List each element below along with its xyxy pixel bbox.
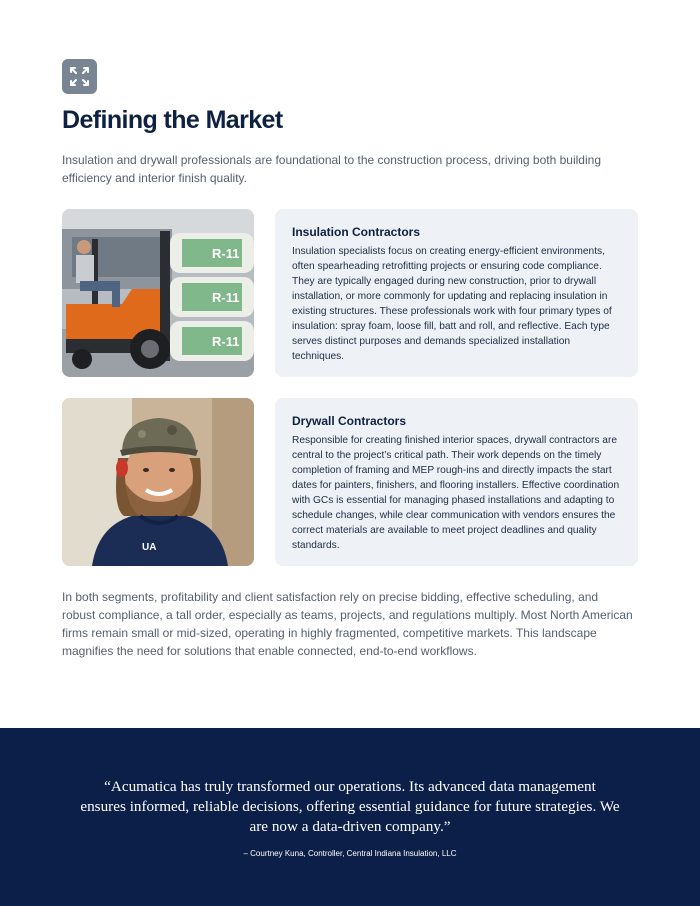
expand-arrows-icon bbox=[69, 66, 90, 87]
testimonial-quote: “Acumatica has truly transformed our operations. Its advanced data management ensures informed, reliable decisions, offering essential guidance for future strategies. We are now a data-driven company.” bbox=[80, 778, 620, 835]
svg-text:R-11: R-11 bbox=[212, 246, 240, 261]
testimonial-band bbox=[0, 728, 700, 906]
drywall-card bbox=[275, 398, 638, 566]
svg-text:R-11: R-11 bbox=[212, 334, 240, 349]
svg-text:UA: UA bbox=[142, 542, 157, 553]
page-title: Defining the Market bbox=[62, 106, 283, 134]
card-title: Drywall Contractors bbox=[292, 414, 407, 428]
card-body: Responsible for creating finished interior spaces, drywall contractors are central to the project’s critical path. Their work depends on the timely completion of framing and MEP rough-ins and directly impacts the start dates for painters, finishers, and flooring installers. Effective coordination with GCs is essential for managing phased installations and adapting to schedule changes, while clear communication with vendors ensures the correct materials are available to meet project deadlines and quality standards. bbox=[292, 435, 620, 551]
closing-paragraph: In both segments, profitability and client satisfaction rely on precise bidding, effective scheduling, and robust compliance, a tall order, especially as teams, projects, and regulations multiply. Most North American firms remain small or mid-sized, operating in highly fragmented, competitive markets. This landscape magnifies the need for solutions that enable connected, end-to-end workflows. bbox=[62, 590, 633, 658]
forklift-photo bbox=[62, 209, 254, 377]
card-body: Insulation specialists focus on creating energy-efficient environments, often spearheading retrofitting projects or ensuring code compliance. They are typically engaged during new construction, prior to drywall installation, or more commonly for updating and replacing insulation in existing structures. These professionals work with four primary types of insulation: spray foam, loose fill, batt and roll, and reflective. Each type serves distinct purposes and demands specialized installation techniques. bbox=[292, 246, 612, 362]
testimonial-attribution: – Courtney Kuna, Controller, Central Indiana Insulation, LLC bbox=[243, 849, 457, 858]
expand-icon bbox=[62, 59, 97, 94]
worker-photo bbox=[62, 398, 254, 566]
intro-paragraph: Insulation and drywall professionals are foundational to the construction process, driving both building efficiency and interior finish quality. bbox=[62, 153, 601, 185]
insulation-card bbox=[275, 209, 638, 377]
svg-text:R-11: R-11 bbox=[212, 290, 240, 305]
card-title: Insulation Contractors bbox=[292, 225, 421, 239]
